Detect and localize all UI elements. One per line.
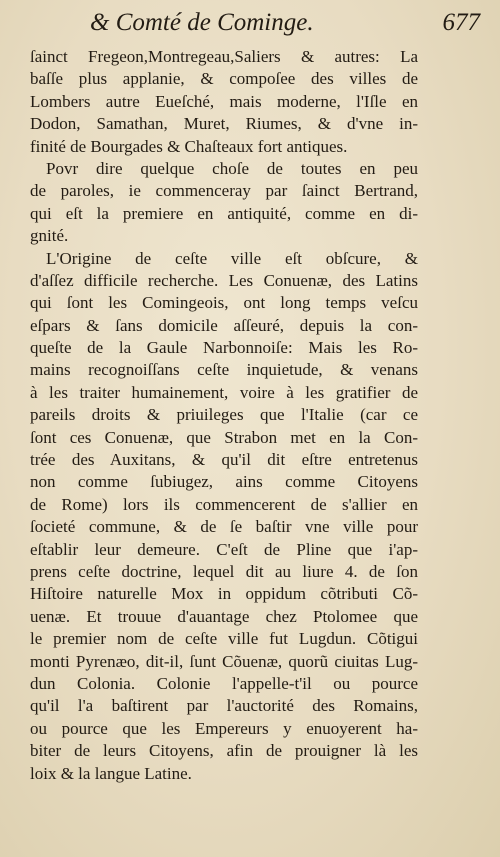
text-line: eſpars & ſans domicile aſſeuré, depuis la con- (30, 315, 418, 335)
text-line: biter de leurs Citoyens, afin de prouigner là les (30, 741, 418, 761)
body-text (30, 46, 418, 785)
text-line: qui ſont les Comingeois, ont long temps veſcu (30, 293, 418, 313)
running-header (90, 6, 480, 40)
text-line: L'Origine de ceſte ville eſt obſcure, & (46, 248, 418, 268)
text-line: le premier nom de ceſte ville fut Lugdun. Cõtigui (30, 629, 418, 649)
text-line: Dodon, Samathan, Muret, Riumes, & d'vne in- (30, 114, 418, 134)
text-line: ou pource que les Empereurs y enuoyerent ha- (30, 718, 418, 738)
text-line: prens ceſte doctrine, lequel dit au liure 4. de ſon (30, 561, 418, 581)
text-line: queſte de la Gaule Narbonnoiſe: Mais les Ro- (30, 338, 418, 358)
text-line: non comme ſubiugez, ains comme Citoyens (30, 472, 418, 492)
text-line: pareils droits & priuileges que l'Italie (car ce (30, 405, 418, 425)
text-line: Povr dire quelque choſe de toutes en peu (46, 158, 418, 178)
page-number: 677 (442, 9, 480, 36)
text-line: ſocieté commune, & de ſe baſtir vne ville pour (30, 517, 418, 537)
text-line: baſſe plus applanie, & compoſee des villes de (30, 69, 418, 89)
text-line: gnité. (30, 226, 69, 246)
text-line: trée des Auxitans, & qu'il dit eſtre entretenus (30, 450, 418, 470)
text-line: Hiſtoire naturelle Mox in oppidum cõtributi Cõ- (30, 584, 418, 604)
text-line: ſont ces Conuenæ, que Strabon met en la Con- (30, 427, 418, 447)
text-line: ſainct Fregeon,Montregeau,Saliers & autres: La (30, 47, 418, 66)
text-line: qu'il l'a baſtirent par l'auctorité des Romains, (30, 696, 418, 716)
text-line: loix & la langue Latine. (30, 763, 192, 783)
text-line: finité de Bourgades & Chaſteaux fort antiques. (30, 136, 348, 156)
text-line: à les traiter humainement, voire à les gratifier de (30, 382, 418, 402)
text-line: qui eſt la premiere en antiquité, comme en di- (30, 203, 418, 223)
text-line: mains recognoiſſans ceſte inquietude, & venans (30, 360, 418, 380)
text-line: eſtablir leur demeure. C'eſt de Pline que i'ap- (30, 539, 418, 559)
text-line: monti Pyrenæo, dit-il, ſunt Cõuenæ, quorũ ciuitas Lug- (30, 651, 418, 671)
text-line: de paroles, ie commenceray par ſainct Bertrand, (30, 181, 418, 201)
text-line: de Rome) lors ils commencerent de s'allier en (30, 494, 418, 514)
header-title: & Comté de Cominge. (90, 9, 314, 36)
text-line: d'aſſez difficile recherche. Les Conuenæ, des Latins (30, 270, 418, 290)
text-line: uenæ. Et trouue d'auantage chez Ptolomee que (30, 606, 418, 626)
text-line: dun Colonia. Colonie l'appelle-t'il ou pource (30, 673, 418, 693)
text-line: Lombers autre Eueſché, mais moderne, l'Iſle en (30, 91, 418, 111)
